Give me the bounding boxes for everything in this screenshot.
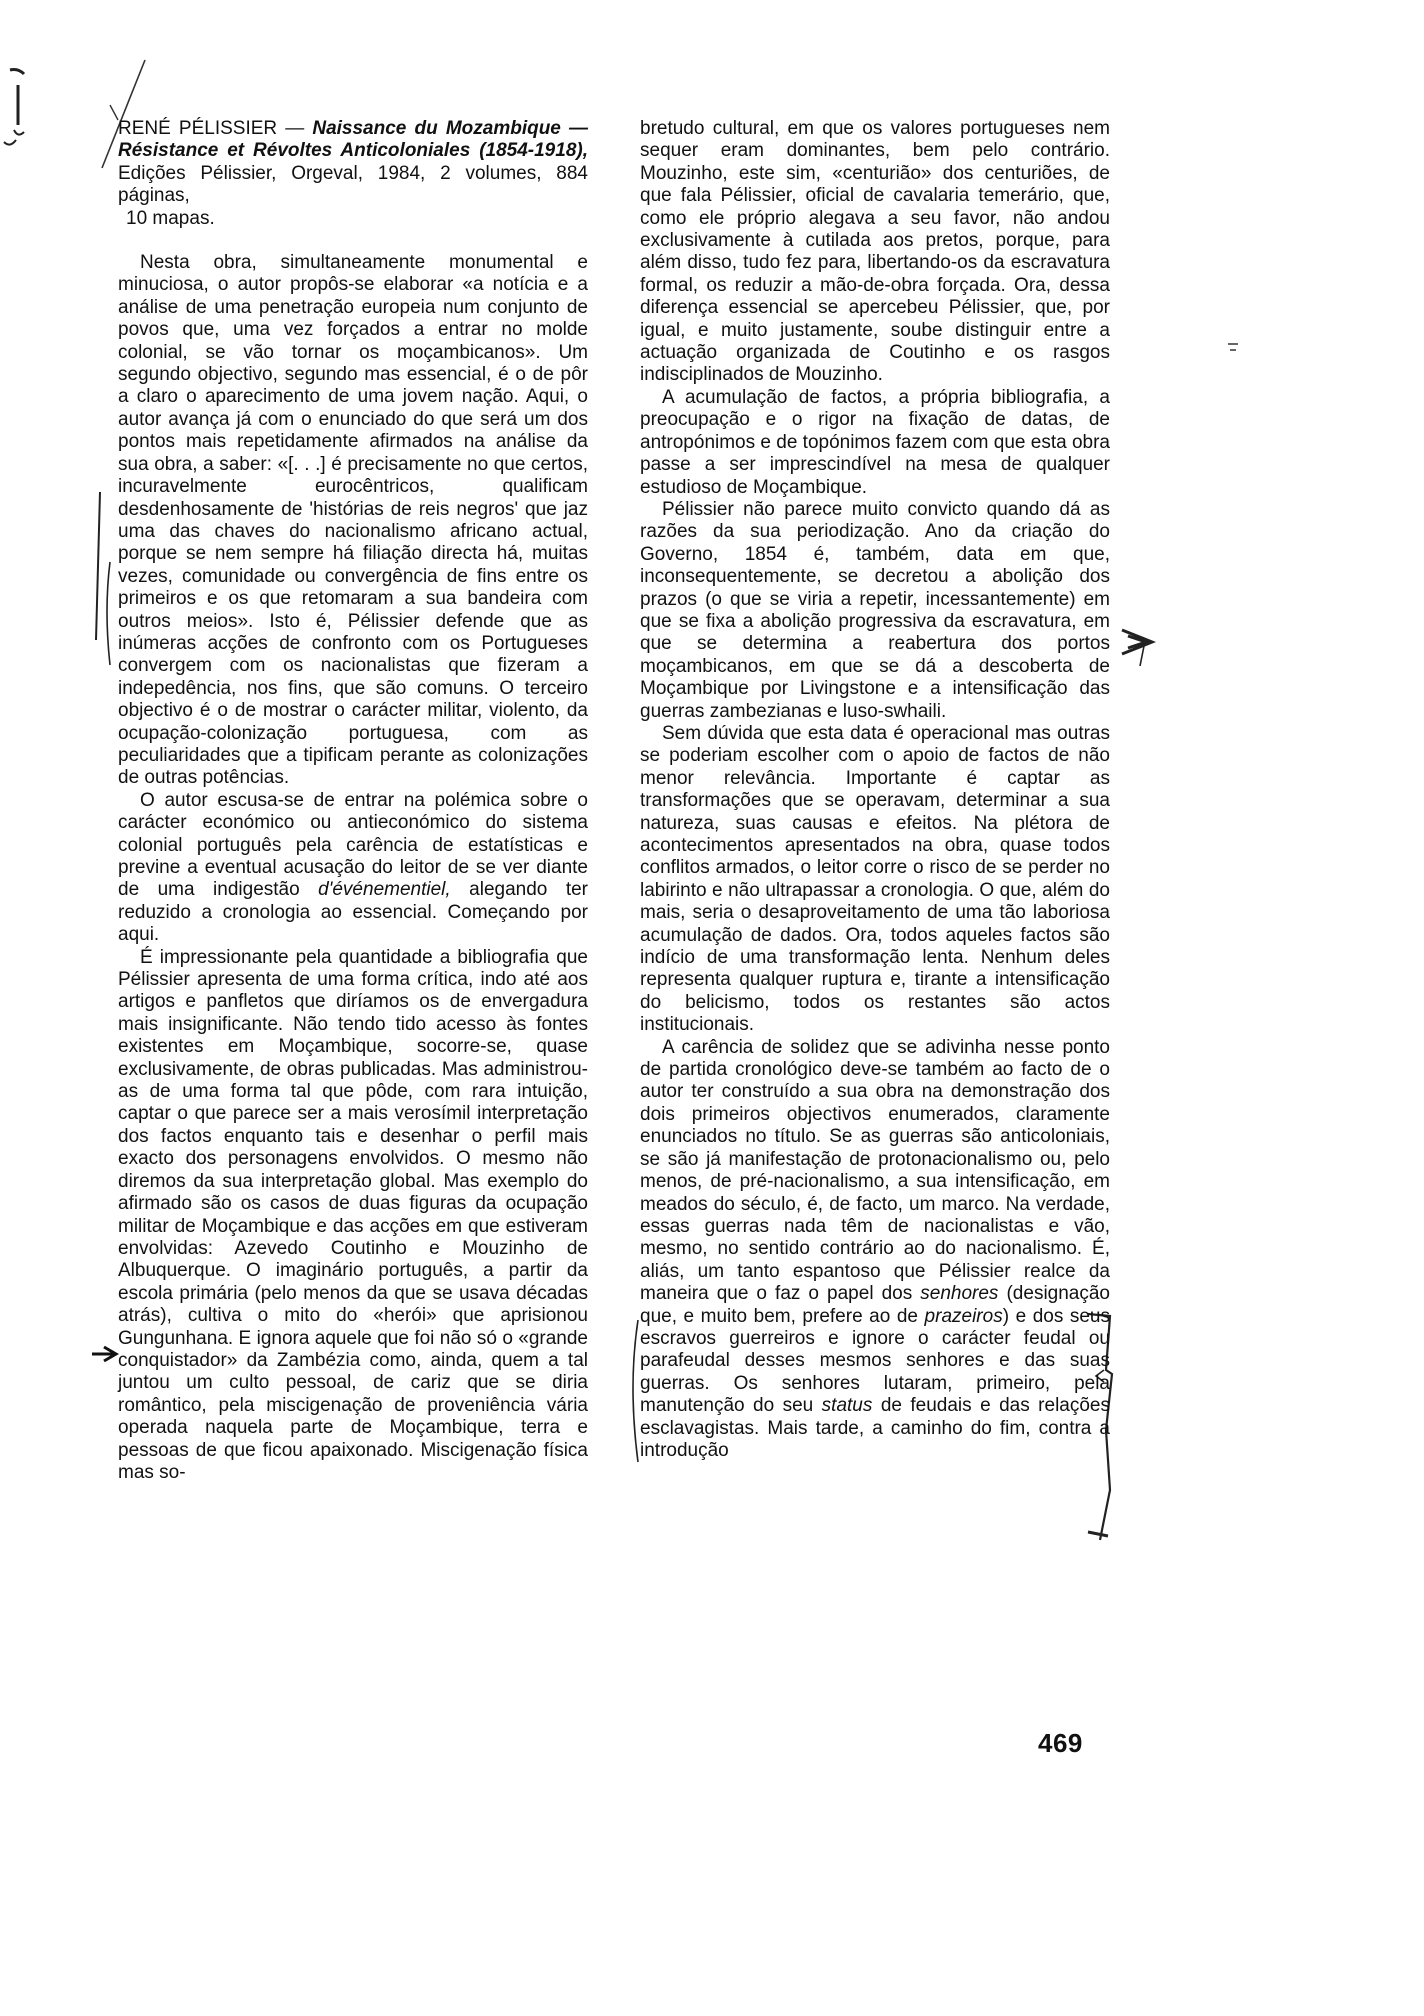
spacer <box>118 230 588 252</box>
left-paragraph-2 <box>118 790 588 947</box>
right-paragraph-4-text-c: ) e dos seus escravos guerreiros e ignore o carácter feudal ou parafeudal desses mesmos senhores e das suas guerras. Os senhores lutaram, primeiro, pela manutenção do seu <box>640 1305 1111 1417</box>
bracket-mark-left-2 <box>100 560 120 670</box>
left-paragraph-2-text-b: alegando ter reduzido a cronologia ao essencial. Começando por aqui. <box>118 879 588 946</box>
right-paragraph-0: bretudo cultural, em que os valores portugueses nem sequer eram dominantes, bem pelo contrário. Mouzinho, este sim, «centurião» dos centuriões, de que fala Pélissier, oficial de cavalaria temerário, que, como ele próprio alegava a seu favor, não andou exclusivamente à cutilada aos pretos, porque, para além disso, tudo fez para, libertando-os da escravatura formal, os reduzir a mão-de-obra forçada. Ora, dessa diferença essencial se apercebeu Pélissier, que, por igual, e muito justamente, soube distinguir entre a actuação organizada de Coutinho e os rasgos indisciplinados de Mouzinho. <box>640 118 1110 386</box>
left-paragraph-1: Nesta obra, simultaneamente monumental e minuciosa, o autor propôs-se elaborar «a notícia e a análise de uma penetração europeia num conjunto de povos que, uma vez forçados a entrar no molde colonial, se vão tornar os moçambicanos». Um segundo objectivo, segundo mas essencial, é o de pôr a claro o aparecimento de uma jovem nação. Aqui, o autor avança já com o enunciado do que será um dos pontos mais repetidamente afirmados na análise da sua obra, a saber: «[. . .] é precisamente no que certos, incuravelmente eurocêntricos, qualificam desdenhosamente de 'histórias de reis negros' que jaz uma das chaves do nacionalismo africano actual, porque se nem sempre há filiação directa há, muitas vezes, comunidade ou convergência de fins entre os primeiros e os que retomaram a sua bandeira com outros meios». Isto é, Pélissier defende que as inúmeras acções de confronto com os Portugueses convergem com os nacionalistas que fizeram a indepedência, nos fins, que são comuns. O terceiro objectivo é o de mostrar o carácter militar, violento, da ocupação-colonização portuguesa, com as peculiaridades que a tipificam perante as colonizações de outras potências. <box>118 252 588 789</box>
right-paragraph-4-italic-1: senhores <box>920 1283 999 1305</box>
right-paragraph-2: Pélissier não parece muito convicto quando dá as razões da sua periodização. Ano da criação do Governo, 1854 é, também, data em que, inconsequentemente, se decretou a abolição dos prazos (o que se viria a repetir, incessantemente) em que se fixa a abolição progressiva da escravatura, em que se determina a reabertura dos portos moçambicanos, em que se dá a descoberta de Moçambique por Livingstone e a intensificação das guerras zambezianas e luso-swhaili. <box>640 498 1110 722</box>
left-paragraph-3: É impressionante pela quantidade a bibliografia que Pélissier apresenta de uma forma crítica, indo até aos artigos e panfletos que diríamos os de envergadura mais insignificante. Não tendo tido acesso às fontes existentes em Moçambique, socorre-se, quase exclusivamente, de obras publicadas. Mas administrou-as de uma forma tal que pôde, com rara intuição, captar o que parece ser a mais verosímil interpretação dos factos enquanto tais e desenhar o perfil mais exacto dos personagens envolvidos. O mesmo não diremos da sua interpretação global. Mas exemplo do afirmado são os casos de duas figuras da ocupação militar de Moçambique e das acções em que estiveram envolvidas: Azevedo Coutinho e Mouzinho de Albuquerque. O imaginário português, a partir da escola primária (pelo menos da que se usava décadas atrás), cultiva o mito do «herói» que aprisionou Gungunhana. E ignora aquele que foi não só o «grande conquistador» da Zambézia como, ainda, quem a tal juntou um culto pessoal, de cariz que se diria romântico, pela miscigenação de proveniência vária operada naquela parte de Moçambique, terra e pessoas de que ficou apaixonado. Miscigenação física mas so- <box>118 946 588 1483</box>
right-paragraph-4-italic-3: status <box>821 1395 873 1417</box>
bracket-mark-left-1 <box>82 490 112 650</box>
right-paragraph-4-text-a: A carência de solidez que se adivinha nesse ponto de partida cronológico deve-se também ao facto de o autor ter construído a sua obra na demonstração dos dois primeiros objectivos enumerados, claramente enunciados no título. Se as guerras são anticoloniais, se são já manifestação de protonacionalismo ou, pelo menos, de pré-nacionalismo, a sua intensificação, em meados do século, é, de facto, um marco. Na verdade, essas guerras nada têm de nacionalistas e vão, mesmo, no sentido contrário ao do nacionalismo. É, aliás, um tanto espantoso que Pélissier realce da maneira que o faz o papel dos <box>640 1036 1110 1305</box>
review-maps: 10 mapas. <box>126 207 215 229</box>
right-paragraph-3: Sem dúvida que esta data é operacional mas outras se poderiam escolher com o apoio de factos de não menor relevância. Importante é captar as transformações que se operavam, determinar a sua natureza, suas causas e efeitos. Na plétora de acontecimentos apresentados na obra, quase todos conflitos armados, o leitor corre o risco de se perder no labirinto e não ultrapassar a cronologia. O que, além do mais, seria o desaproveitamento de uma tão laboriosa acumulação de dados. Ora, todos aqueles factos são indício de uma transformação lenta. Nenhum deles representa qualquer ruptura e, tirante a intensificação do belicismo, todos os restantes são actos institucionais. <box>640 722 1110 1036</box>
review-header <box>118 118 588 230</box>
left-column <box>118 118 588 1484</box>
right-paragraph-4 <box>640 1037 1110 1463</box>
left-paragraph-2-text-a: O autor escusa-se de entrar na polémica sobre o carácter económico ou antieconómico do sistema colonial português pela carência de estatísticas e previne a eventual acusação do leitor de se ver diante de uma indigestão <box>118 789 588 901</box>
page-number: 469 <box>1038 1728 1083 1758</box>
right-paragraph-1: A acumulação de factos, a própria bibliografia, a preocupação e o rigor na fixação de datas, de antropónimos e de topónimos fazem com que esta obra passe a ser imprescindível na mesa de qualquer estudioso de Moçambique. <box>640 386 1110 498</box>
left-paragraph-2-italic: d'événementiel, <box>318 879 451 901</box>
review-publication: Edições Pélissier, Orgeval, 1984, 2 volumes, 884 páginas, <box>118 162 588 207</box>
right-paragraph-4-text-b: (designação que, e muito bem, prefere ao de <box>640 1283 1110 1327</box>
arrow-mark-right <box>1118 620 1158 670</box>
review-title: Naissance du Mozambique — Résistance et Révoltes Anticoloniales (1854-1918), <box>118 118 588 162</box>
right-paragraph-4-italic-2: prazeiros <box>924 1305 1003 1327</box>
tick-mark-right-margin <box>1226 340 1240 354</box>
right-paragraph-4-text-d: de feudais e das relações esclavagistas. Mais tarde, a caminho do fim, contra a introdução <box>640 1395 1110 1461</box>
arrow-mark-left <box>90 1344 120 1364</box>
review-author: RENÉ PÉLISSIER — <box>118 118 313 139</box>
right-column <box>640 118 1110 1462</box>
